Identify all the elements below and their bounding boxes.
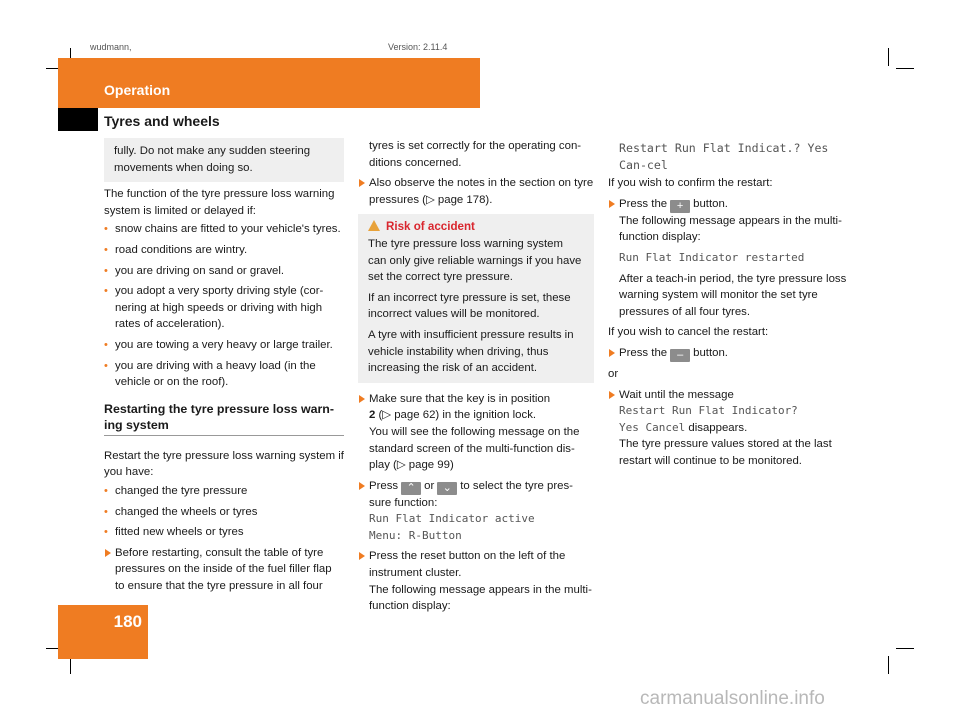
crop-mark — [896, 648, 914, 649]
instruction-step: Wait until the message — [608, 387, 848, 404]
print-meta-left: wudmann, — [90, 42, 132, 52]
display-message: Menu: R-Button — [369, 528, 462, 542]
warning-text: If an incorrect tyre pressure is set, these incorrect values will be monitored. — [368, 291, 571, 321]
paragraph: You will see the following message on the standard screen of the multi-function dis-play (▷ page 99) — [369, 425, 580, 472]
text: or — [424, 479, 435, 492]
list-item: • you are driving on sand or gravel. — [104, 263, 344, 280]
print-meta-right: Version: 2.11.4 — [388, 42, 448, 52]
paragraph: Restart the tyre pressure loss warning system if you have: — [104, 449, 344, 479]
display-message: Run Flat Indicator restarted — [619, 250, 805, 264]
plus-button-icon: + — [670, 200, 690, 213]
display-message: Restart Run Flat Indicator? — [619, 404, 798, 418]
key-position: 2 — [369, 409, 376, 422]
section-title: Operation — [104, 82, 171, 98]
text: Press the — [619, 197, 668, 210]
limitation-list — [104, 221, 344, 390]
column-3 — [608, 140, 848, 470]
list-item: • changed the wheels or tyres — [104, 504, 344, 521]
crop-mark — [896, 68, 914, 69]
instruction-step: Also observe the notes in the section on tyre pressures (▷ page 178). — [358, 175, 594, 208]
text: button. — [693, 197, 728, 210]
list-item: • changed the tyre pressure — [104, 483, 344, 500]
warning-text: A tyre with insufficient pressure results in vehicle instability when driving, thus increasing the risk of an accident. — [368, 328, 574, 375]
list-item: • you are driving with a heavy load (in the vehicle or on the roof). — [104, 358, 344, 391]
paragraph: After a teach-in period, the tyre pressure loss warning system will monitor the set tyre pressures of all four tyres. — [619, 272, 847, 318]
instruction-step: Press the reset button on the left of the instrument cluster. — [358, 548, 594, 581]
paragraph: The following message appears in the multi-function display: — [369, 583, 592, 613]
subsection-heading: Restarting the tyre pressure loss warn-ing system — [104, 401, 344, 436]
paragraph: tyres is set correctly for the operating con-ditions concerned. — [369, 140, 582, 169]
list-item: • fitted new wheels or tyres — [104, 524, 344, 541]
warning-title: Risk of accident — [386, 220, 475, 234]
crop-mark — [888, 48, 889, 66]
crop-mark — [888, 656, 889, 674]
instruction-step: Before restarting, consult the table of tyre pressures on the inside of the fuel filler flap to ensure that the tyre pressure in all four — [104, 545, 344, 595]
text: button. — [693, 346, 728, 359]
paragraph: The following message appears in the multi-function display: — [619, 214, 842, 244]
paragraph: The tyre pressure values stored at the last restart will continue to be monitored. — [619, 438, 832, 467]
warning-box — [358, 214, 594, 382]
list-item: • you adopt a very sporty driving style (cor-nering at high speeds or driving with high rates of acceleration). — [104, 283, 344, 333]
down-arrow-button-icon: ⌄ — [437, 482, 457, 495]
watermark: carmanualsonline.info — [640, 688, 825, 709]
page-title: Tyres and wheels — [104, 113, 220, 129]
instruction-step — [358, 391, 594, 424]
paragraph: or — [608, 367, 619, 380]
paragraph — [608, 420, 848, 437]
display-message: Run Flat Indicator active — [369, 512, 535, 526]
text: (▷ page 62) in the ignition lock. — [375, 409, 537, 422]
list-item: • road conditions are wintry. — [104, 242, 344, 259]
instruction-step — [608, 196, 848, 213]
restart-conditions-list — [104, 483, 344, 541]
title-marker — [58, 108, 98, 131]
text: disappears. — [685, 421, 748, 434]
text: Press the — [619, 346, 668, 359]
display-message: Yes Cancel — [619, 420, 686, 434]
display-message: Restart Run Flat Indicat.? Yes Can-cel — [619, 141, 829, 172]
warning-triangle-icon — [368, 220, 380, 231]
text: Press — [369, 479, 399, 492]
continued-note: fully. Do not make any sudden steering movements when doing so. — [104, 138, 344, 182]
paragraph: If you wish to cancel the restart: — [608, 326, 769, 339]
paragraph: If you wish to confirm the restart: — [608, 177, 773, 190]
instruction-step — [608, 345, 848, 362]
instruction-step — [358, 478, 594, 512]
list-item: • snow chains are fitted to your vehicle's tyres. — [104, 221, 344, 238]
list-item: • you are towing a very heavy or large trailer. — [104, 337, 344, 354]
text: to select the tyre pres-sure function: — [369, 479, 573, 509]
minus-button-icon: – — [670, 349, 690, 362]
paragraph: The function of the tyre pressure loss warning system is limited or delayed if: — [104, 188, 335, 217]
warning-text: The tyre pressure loss warning system can only give reliable warnings if you have set the correct tyre pressure. — [368, 237, 582, 284]
warning-header — [368, 219, 584, 236]
column-1 — [104, 138, 344, 594]
text: Make sure that the key is in position — [369, 392, 551, 405]
page-number: 180 — [113, 612, 142, 631]
up-arrow-button-icon: ⌃ — [401, 482, 421, 495]
column-2 — [358, 138, 594, 615]
